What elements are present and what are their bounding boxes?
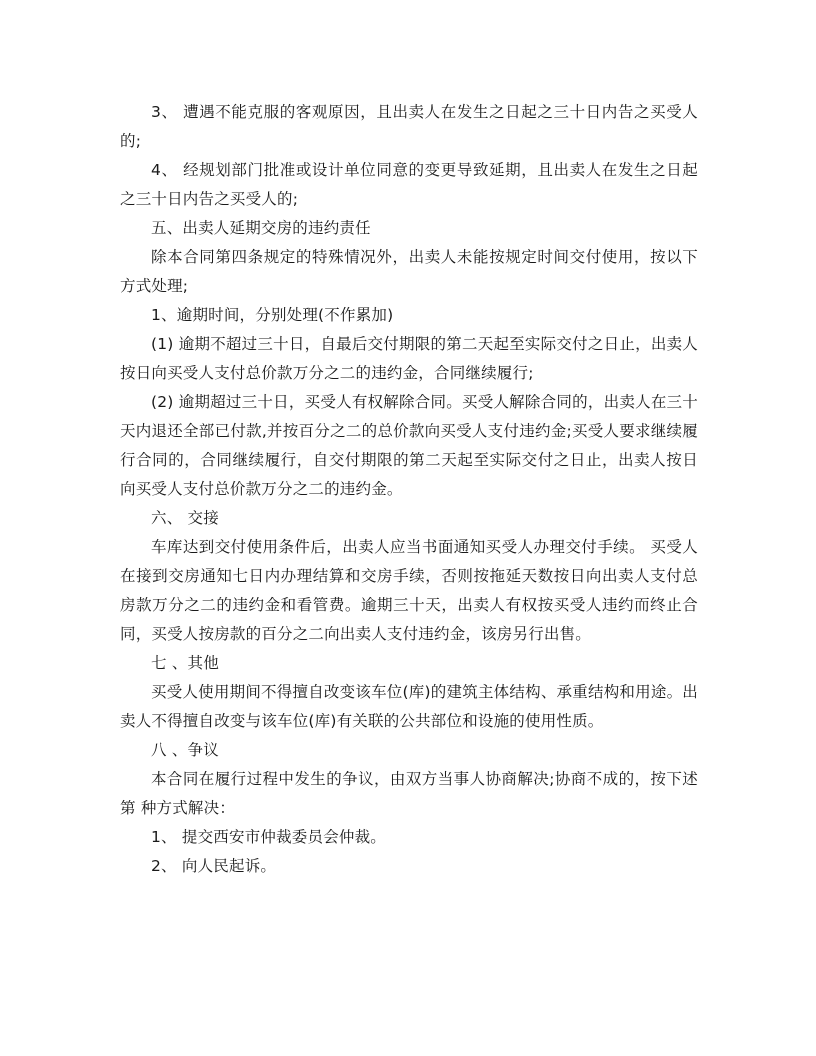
section-6-heading: 六、 交接 <box>151 509 219 527</box>
section-5-item-1: 1、逾期时间，分别处理(不作累加) <box>151 306 394 324</box>
section-5-heading: 五、出卖人延期交房的违约责任 <box>151 219 371 237</box>
section-5-item-1-sub-2: (2) 逾期超过三十日，买受人有权解除合同。买受人解除合同的，出卖人在三十天内退还全部已付款,并按百分之二的总价款向买受人支付违约金;买受人要求继续履行合同的，合同继续履行，自交付期限的第二天起至实际交付之日止，出卖人按日向买受人支付总价款万分之二的违约金。 <box>120 393 698 498</box>
section-8-heading: 八 、争议 <box>151 741 219 759</box>
section-6-body: 车库达到交付使用条件后，出卖人应当书面通知买受人办理交付手续。 买受人在接到交房通知七日内办理结算和交房手续，否则按拖延天数按日向出卖人支付总房款万分之二的违约金和看管费。逾期三十天，出卖人有权按买受人违约而终止合同，买受人按房款的百分之二向出卖人支付违约金，该房另行出售。 <box>120 538 698 643</box>
section-8-option-2: 2、 向人民起诉。 <box>151 857 277 875</box>
section-7-heading: 七 、其他 <box>151 654 219 672</box>
section-5-intro: 除本合同第四条规定的特殊情况外，出卖人未能按规定时间交付使用，按以下方式处理; <box>120 248 698 295</box>
clause-3-force-majeure: 3、 遭遇不能克服的客观原因，且出卖人在发生之日起之三十日内告之买受人的; <box>120 103 698 150</box>
clause-4-planning-change: 4、 经规划部门批准或设计单位同意的变更导致延期，且出卖人在发生之日起之三十日内告之买受人的; <box>120 161 698 208</box>
section-5-item-1-sub-1: (1) 逾期不超过三十日，自最后交付期限的第二天起至实际交付之日止，出卖人按日向买受人支付总价款万分之二的违约金，合同继续履行; <box>120 335 698 382</box>
document-body <box>120 98 698 881</box>
section-8-option-1: 1、 提交西安市仲裁委员会仲裁。 <box>151 828 386 846</box>
section-8-body: 本合同在履行过程中发生的争议，由双方当事人协商解决;协商不成的，按下述第 种方式解决： <box>120 770 698 817</box>
section-7-body: 买受人使用期间不得擅自改变该车位(库)的建筑主体结构、承重结构和用途。出卖人不得擅自改变与该车位(库)有关联的公共部位和设施的使用性质。 <box>120 683 698 730</box>
